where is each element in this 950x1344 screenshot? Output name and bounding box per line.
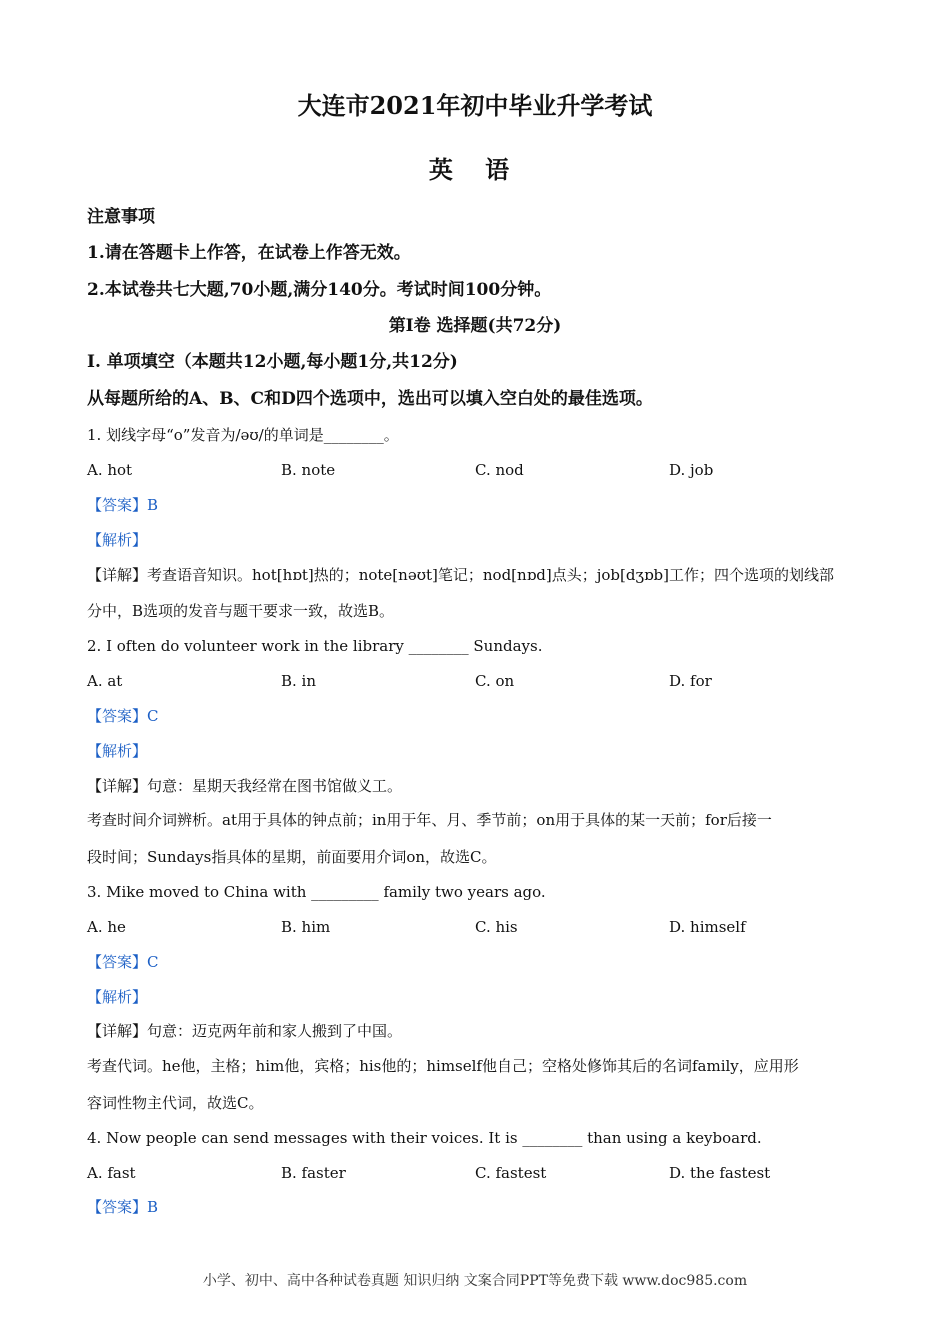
analysis-label: 【解析】: [87, 531, 148, 549]
volume-heading: 第Ⅰ卷 选择题(共72分): [388, 316, 562, 336]
option: D. job: [669, 461, 714, 479]
option: D. the fastest: [669, 1164, 771, 1182]
option: B. in: [281, 672, 317, 690]
option: B. him: [281, 918, 331, 936]
page-footer: 小学、初中、高中各种试卷真题 知识归纳 文案合同PPT等免费下载 www.doc985.com: [202, 1273, 748, 1289]
option: C. his: [475, 918, 518, 936]
part-heading: Ⅰ. 单项填空（本题共12小题,每小题1分,共12分): [87, 352, 458, 372]
option: A. hot: [87, 461, 133, 479]
option: D. himself: [669, 918, 746, 936]
notes-heading: 注意事项: [87, 207, 155, 227]
answer-label: 【答案】B: [87, 496, 159, 514]
note-1: 1.请在答题卡上作答，在试卷上作答无效。: [87, 243, 411, 263]
detail-line: 考查代词。he他，主格；him他，宾格；his他的；himself他自己；空格处修饰其后的名词family，应用形: [87, 1057, 799, 1075]
question-stem: 1. 划线字母“o”发音为/əʊ/的单词是________。: [87, 426, 399, 444]
note-2: 2.本试卷共七大题,70小题,满分140分。考试时间100分钟。: [87, 280, 552, 300]
answer-label: 【答案】B: [87, 1198, 159, 1216]
option: C. nod: [475, 461, 524, 479]
answer-label: 【答案】C: [87, 953, 159, 971]
question-stem: 2. I often do volunteer work in the library ________ Sundays.: [87, 637, 543, 655]
option: C. on: [475, 672, 515, 690]
question-stem: 4. Now people can send messages with their voices. It is ________ than using a keyboard.: [87, 1129, 762, 1147]
detail-line: 分中，B选项的发音与题干要求一致，故选B。: [87, 602, 395, 620]
answer-label: 【答案】C: [87, 707, 159, 725]
analysis-label: 【解析】: [87, 742, 148, 760]
detail-line: 考查时间介词辨析。at用于具体的钟点前；in用于年、月、季节前；on用于具体的某一天前；for后接一: [87, 811, 772, 829]
subject-title: 英 语: [428, 155, 522, 184]
analysis-label: 【解析】: [87, 988, 148, 1006]
option: C. fastest: [475, 1164, 547, 1182]
option: A. at: [87, 672, 123, 690]
detail-line: 容词性物主代词，故选C。: [87, 1094, 264, 1112]
option: A. he: [87, 918, 126, 936]
question-stem: 3. Mike moved to China with _________ family two years ago.: [87, 883, 546, 901]
detail-line: 【详解】句意：迈克两年前和家人搬到了中国。: [87, 1022, 403, 1040]
detail-line: 【详解】考查语音知识。hot[hɒt]热的；note[nəʊt]笔记；nod[nɒd]点头；job[dʒɒb]工作；四个选项的划线部: [87, 566, 835, 584]
detail-line: 段时间；Sundays指具体的星期，前面要用介词on，故选C。: [87, 848, 497, 866]
option: B. note: [281, 461, 336, 479]
detail-line: 【详解】句意：星期天我经常在图书馆做义工。: [87, 777, 403, 795]
option: D. for: [669, 672, 712, 690]
part-instruction: 从每题所给的A、B、C和D四个选项中，选出可以填入空白处的最佳选项。: [87, 389, 653, 409]
exam-title: 大连市2021年初中毕业升学考试: [297, 91, 653, 120]
option: A. fast: [87, 1164, 136, 1182]
option: B. faster: [281, 1164, 346, 1182]
